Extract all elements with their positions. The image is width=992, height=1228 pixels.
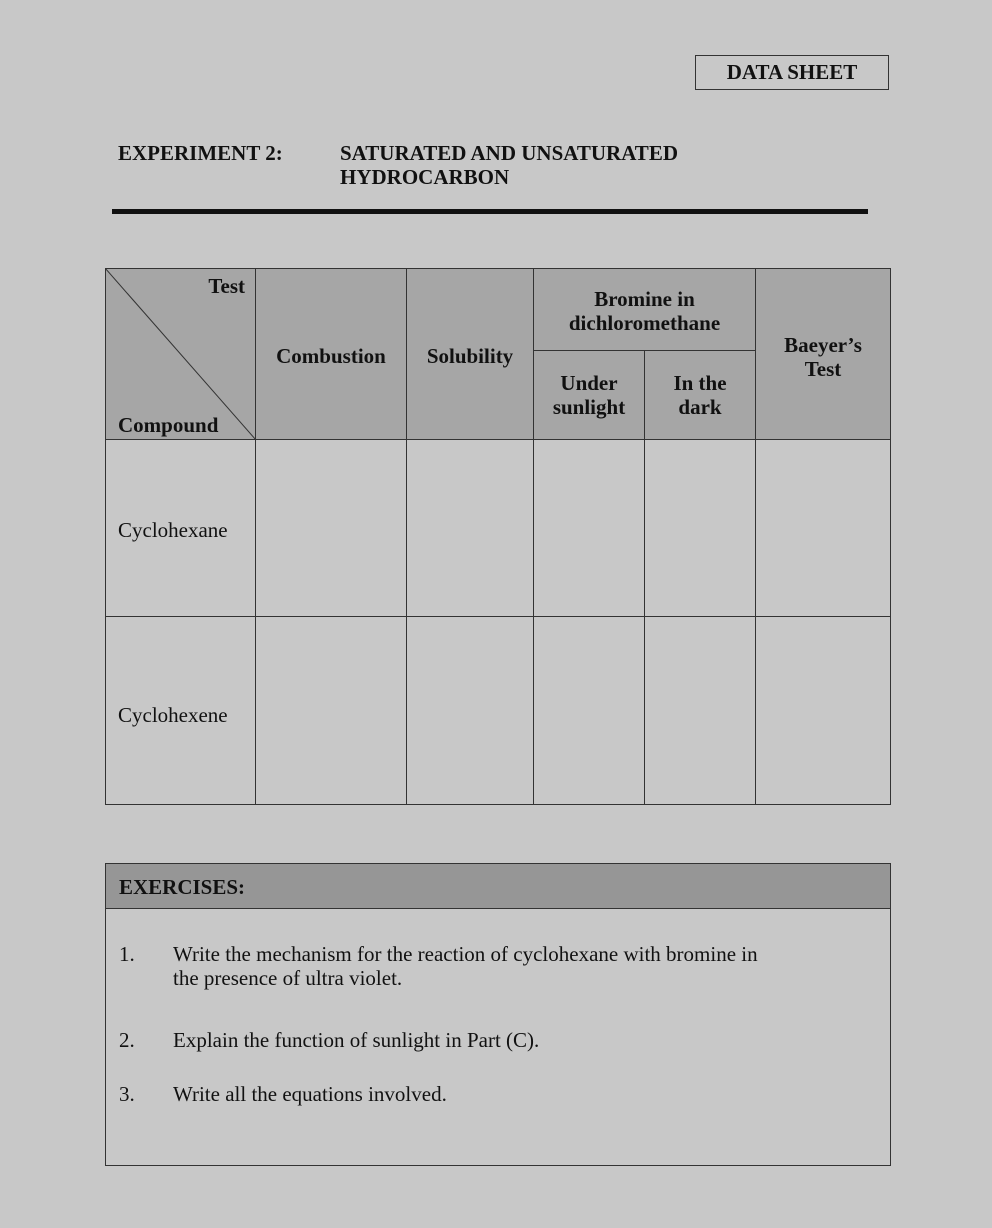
combustion-header — [255, 268, 407, 440]
under-sunlight-label — [534, 371, 644, 419]
experiment-label: EXPERIMENT 2: — [118, 141, 283, 165]
exercises-title: EXERCISES: — [119, 875, 246, 899]
under-sunlight-header — [533, 350, 645, 440]
under-sunlight-line1: Under — [560, 371, 618, 395]
bromine-label-line2: dichloromethane — [568, 311, 721, 335]
in-the-dark-line2: dark — [678, 395, 722, 419]
cyclohexene-in-the-dark-cell[interactable] — [644, 616, 756, 805]
under-sunlight-line2: sunlight — [552, 395, 626, 419]
exercises-header — [106, 864, 890, 909]
exercises-panel — [105, 863, 891, 1166]
datasheet-label — [695, 55, 889, 90]
exercise-text — [173, 942, 873, 990]
exercise-number: 2. — [119, 1028, 135, 1052]
experiment-title-line1: SATURATED AND UNSATURATED — [340, 141, 678, 165]
baeyers-test-line1: Baeyer’s — [784, 333, 862, 357]
bromine-header — [533, 268, 756, 351]
solubility-header — [406, 268, 534, 440]
cyclohexane-in-the-dark-cell[interactable] — [644, 439, 756, 617]
cyclohexane-baeyers-test-cell[interactable] — [755, 439, 891, 617]
corner-test-label: Test — [208, 274, 245, 298]
corner-compound-label: Compound — [118, 413, 219, 437]
exercise-text-line1: Write all the equations involved. — [173, 1082, 447, 1106]
datasheet-label-text: DATA SHEET — [726, 60, 858, 84]
in-the-dark-header — [644, 350, 756, 440]
bromine-label-line1: Bromine in — [594, 287, 695, 311]
title-divider — [112, 209, 868, 214]
experiment-title — [340, 141, 820, 189]
cyclohexene-baeyers-test-cell[interactable] — [755, 616, 891, 805]
exercise-number: 1. — [119, 942, 135, 966]
experiment-title-line2: HYDROCARBON — [340, 165, 510, 189]
corner-header-cell — [105, 268, 256, 440]
cyclohexane-solubility-cell[interactable] — [406, 439, 534, 617]
exercise-text-line1: Write the mechanism for the reaction of cyclohexane with bromine in — [173, 942, 758, 966]
baeyers-test-line2: Test — [804, 357, 842, 381]
cyclohexane-under-sunlight-cell[interactable] — [533, 439, 645, 617]
baeyers-test-header — [755, 268, 891, 440]
exercise-text-line1: Explain the function of sunlight in Part (C). — [173, 1028, 540, 1052]
row-label-cyclohexene: Cyclohexene — [118, 703, 228, 727]
cyclohexene-solubility-cell[interactable] — [406, 616, 534, 805]
in-the-dark-label — [645, 371, 755, 419]
exercise-text — [173, 1082, 873, 1106]
table-row-cyclohexane-label-cell — [105, 439, 256, 617]
combustion-label: Combustion — [276, 344, 386, 368]
row-label-cyclohexane: Cyclohexane — [118, 518, 228, 542]
cyclohexane-combustion-cell[interactable] — [255, 439, 407, 617]
exercise-text — [173, 1028, 873, 1052]
exercise-number: 3. — [119, 1082, 135, 1106]
cyclohexene-combustion-cell[interactable] — [255, 616, 407, 805]
bromine-label — [534, 287, 755, 335]
results-table — [105, 268, 891, 805]
in-the-dark-line1: In the — [673, 371, 727, 395]
cyclohexene-under-sunlight-cell[interactable] — [533, 616, 645, 805]
solubility-label: Solubility — [426, 344, 514, 368]
baeyers-test-label — [756, 333, 890, 381]
table-row-cyclohexene-label-cell — [105, 616, 256, 805]
exercise-text-line2: the presence of ultra violet. — [173, 966, 403, 990]
